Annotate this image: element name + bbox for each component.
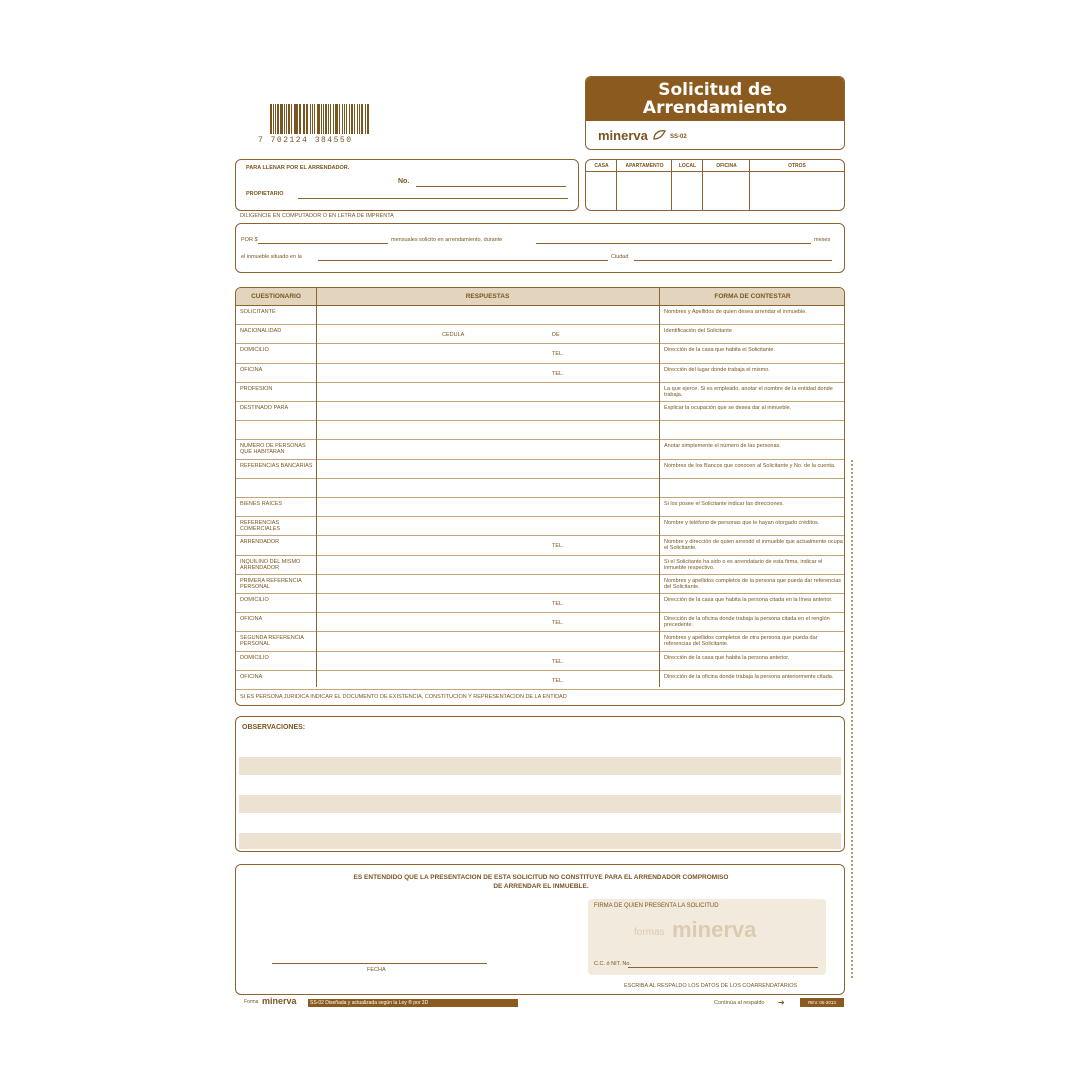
question-label: OFICINA [240,673,263,680]
header-answers: RESPUESTAS [316,288,659,306]
observations-label: OBSERVACIONES: [242,724,306,731]
barcode-bar [361,104,364,134]
signature-section [235,864,845,995]
table-row [236,652,844,671]
answer-field[interactable] [318,364,657,382]
header-questionnaire: CUESTIONARIO [236,288,316,306]
answer-field[interactable] [318,421,657,439]
type-otros[interactable]: OTROS [750,160,844,172]
answer-sublabel: TEL. [552,370,564,377]
barcode-bar [299,104,301,134]
column-divider [316,288,317,687]
table-row [236,575,844,594]
table-row [236,383,844,402]
form-title-line2: Arrendamiento [642,98,788,118]
answer-field[interactable] [318,402,657,420]
brand-logo: minerva [598,128,648,143]
barcode-bar [295,104,298,134]
answer-instruction: Identificación del Solicitante [664,328,732,335]
address-field[interactable] [318,260,608,261]
answer-instruction: Si los posee el Solicitante indicar las direcciones. [664,501,784,507]
answer-field[interactable] [318,613,657,631]
question-label: INQUILINO DEL MISMO ARRENDADOR [240,558,301,571]
question-label: NUMERO DE PERSONAS QUE HABITARAN [240,443,306,456]
type-casa[interactable]: CASA [586,160,617,172]
answer-field[interactable] [318,460,657,478]
question-label: BIENES RAICES [240,501,283,507]
column-divider [659,288,660,687]
table-row [236,306,844,325]
answer-field[interactable] [318,344,657,362]
answer-instruction: Dirección de la casa que habita el Solicitante. [664,347,775,354]
answer-instruction: Nombres y apellidos completos de la persona que pueda dar referencias del Solicitante. [664,577,842,590]
owner-section [235,159,579,211]
barcode-bar [351,104,353,134]
brand-leaf-icon [652,129,666,141]
notice-line1: ES ENTENDIDO QUE LA PRESENTACION DE ESTA SOLICITUD NO CONSTITUYE PARA EL ARRENDADOR COMPROMISO [353,874,729,881]
signature-area[interactable] [588,899,826,975]
barcode-bar [330,104,331,134]
id-label: C.C. ó NIT. No. [594,961,631,967]
barcode-bar [365,104,366,134]
watermark-brand: minerva [672,917,757,942]
answer-sublabel: DE [552,332,560,339]
answer-instruction: Dirección de la casa que habita la persona anterior. [664,654,790,661]
answer-instruction: Nombres y apellidos completos de otra persona que pueda dar referencias del Solicitante. [664,635,818,648]
type-oficina[interactable]: OFICINA [703,160,750,172]
barcode-bar [270,104,272,134]
side-legal-strip [848,460,856,980]
barcode-bar [325,104,327,134]
notice-line2: DE ARRENDAR EL INMUEBLE. [493,883,589,890]
answer-field[interactable] [318,575,657,593]
answer-field[interactable] [318,440,657,458]
barcode-bar [314,104,315,134]
barcode-bar [291,104,292,134]
form-code: SS-02 [670,134,687,140]
question-label: DOMICILIO [240,654,269,661]
footer-brand-small: Forma [244,999,259,1005]
table-row [236,479,844,498]
answer-field[interactable] [318,479,657,497]
city-label: Ciudad [611,254,629,260]
notice [236,873,846,891]
answer-field[interactable] [318,517,657,535]
barcode-bar [346,104,347,134]
answer-instruction: La que ejerce. Si es empleado, anotar el nombre de la entidad donde trabaja. [664,385,833,398]
monthly-text: mensuales solicito en arrendamiento, durante [391,237,503,243]
title-block [585,76,845,150]
table-row [236,498,844,517]
answer-instruction: Nombres de los Bancos que conocen al Solicitante y No. de la cuenta. [664,462,836,469]
question-label: PROFESION [240,385,273,392]
table-row [236,402,844,421]
answer-instruction: Dirección de la oficina donde trabaja la persona anteriormente citada. [664,673,834,680]
barcode-bar [312,104,314,134]
answer-field[interactable] [318,671,657,689]
answer-instruction: Si el Solicitante ha sido o es arrendatario de esta firma, indicar el inmueble respectivo. [664,558,823,571]
answer-sublabel: CEDULA [442,332,465,339]
barcode-bar [286,104,287,134]
number-field[interactable] [416,186,566,187]
question-label: DOMICILIO [240,597,269,603]
type-local[interactable]: LOCAL [672,160,703,172]
question-label: SOLICITANTE [240,309,276,315]
form-title [586,77,844,121]
form-title-line1: Solicitud de [658,80,772,100]
months-label: meses [814,237,831,243]
question-label: NACIONALIDAD [240,328,282,335]
barcode-bar [328,104,329,134]
barcode-bar [333,104,335,134]
question-label: PRIMERA REFERENCIA PERSONAL [240,577,302,590]
answer-sublabel: TEL. [552,677,564,684]
barcode-bar [357,104,358,134]
questionnaire-table [235,287,845,706]
answer-instruction: Explicar la ocupación que se desea dar al inmueble. [664,405,792,411]
barcode-bar [354,104,356,134]
coarrendatarios-note: ESCRIBA AL RESPALDO LOS DATOS DE LOS COARRENDATARIOS [624,983,798,989]
answer-field[interactable] [318,536,657,554]
barcode-bar [367,104,369,134]
answer-field[interactable] [318,325,657,343]
question-label: SEGUNDA REFERENCIA PERSONAL [240,635,304,648]
footer [244,996,844,1008]
amount-field[interactable] [258,243,388,244]
table-row [236,517,844,536]
answer-field[interactable] [318,556,657,574]
answer-sublabel: TEL. [552,351,564,358]
answer-field[interactable] [318,594,657,612]
header-how-to-answer: FORMA DE CONTESTAR [659,288,845,306]
question-label: ARRENDADOR [240,539,280,546]
barcode-bar [294,104,295,134]
amount-label: POR $ [241,237,258,243]
answer-sublabel: TEL. [552,658,564,665]
table-row [236,536,844,555]
table-row [236,460,844,479]
table-row [236,344,844,363]
barcode-bar [349,104,350,134]
id-field[interactable] [628,967,818,968]
question-label: REFERENCIAS COMERCIALES [240,520,281,533]
owner-field[interactable] [298,198,568,199]
barcode-bar [323,104,324,134]
table-row [236,421,844,440]
signature-label: FIRMA DE QUIEN PRESENTA LA SOLICITUD [594,903,719,909]
fill-instruction: DILIGENCIE EN COMPUTADOR O EN LETRA DE IMPRENTA [240,213,394,219]
table-row [236,594,844,613]
table-row [236,632,844,651]
barcode-bar [303,104,304,134]
barcode-bar [359,104,360,134]
rent-section [235,223,845,273]
answer-instruction: Nombre y dirección de quien arrendó el inmueble que actualmente ocupa el Solicitante. [664,539,843,552]
barcode-bar [280,104,283,134]
answer-field[interactable] [318,632,657,650]
answer-field[interactable] [318,498,657,516]
barcode-bar [321,104,322,134]
answer-instruction: Dirección del lugar donde trabaja el mismo. [664,366,770,373]
barcode [270,102,370,134]
footer-legal: SS-02 Diseñada y actualizada según la Ley ® por 3D [310,1000,429,1006]
watermark-small: formas [634,927,665,938]
located-text: el inmueble situado en la [241,254,302,260]
table-row [236,440,844,459]
barcode-bar [310,104,311,134]
date-label: FECHA [367,967,386,973]
question-label: DOMICILIO [240,347,269,354]
question-label: DESTINADO PARA [240,405,289,411]
barcode-bar [339,104,340,134]
answer-sublabel: TEL. [552,543,564,550]
answer-field[interactable] [318,652,657,670]
answer-field[interactable] [318,383,657,401]
answer-instruction: Dirección de la oficina donde trabaja la persona citada en el renglón precedente. [664,616,830,629]
question-label: OFICINA [240,616,263,623]
answer-sublabel: TEL. [552,601,564,607]
owner-heading: PARA LLENAR POR EL ARRENDADOR. [246,165,350,171]
table-footnote: SI ES PERSONA JURIDICA INDICAR EL DOCUMENTO DE EXISTENCIA, CONSTITUCION Y REPRESENTACION DE LA ENTIDAD [240,693,567,700]
barcode-bar [342,104,343,134]
answer-instruction: Nombre y teléfono de personas que le hayan otorgado créditos. [664,520,820,527]
table-row [236,556,844,575]
date-field[interactable] [272,963,487,964]
barcode-bar [306,104,308,134]
property-type-section [585,159,845,211]
owner-label: PROPIETARIO [246,191,284,197]
footer-ref: REV. 05-2013 [800,998,844,1007]
table-row [236,671,844,690]
question-label: OFICINA [240,366,263,373]
barcode-bar [275,104,276,134]
barcode-bar [277,104,279,134]
observations-section[interactable] [235,716,845,852]
barcode-bar [284,104,285,134]
barcode-bar [344,104,346,134]
type-apartamento[interactable]: APARTAMENTO [617,160,672,172]
footer-continue: Continúa al respaldo [714,1000,765,1006]
arrow-right-icon: ➜ [778,998,785,1007]
answer-instruction: Anotar simplemente el número de las personas. [664,443,781,450]
barcode-bar [304,104,305,134]
barcode-bar [317,104,320,134]
answer-field[interactable] [318,306,657,324]
footer-brand: minerva [262,996,297,1006]
question-label: REFERENCIAS BANCARIAS [240,462,313,469]
answer-sublabel: TEL. [552,620,564,627]
barcode-bar [335,104,338,134]
table-row [236,364,844,383]
table-row [236,613,844,632]
answer-instruction: Nombres y Apellidos de quien desea arrendar el inmueble. [664,309,807,315]
table-row [236,325,844,344]
number-label: No. [398,178,410,185]
answer-instruction: Dirección de la casa que habita la persona citada en la línea anterior. [664,597,833,603]
barcode-bar [288,104,290,134]
barcode-bar [273,104,274,134]
city-field[interactable] [634,260,832,261]
duration-field[interactable] [536,243,811,244]
barcode-number: 7 702124 384550 [258,136,353,145]
